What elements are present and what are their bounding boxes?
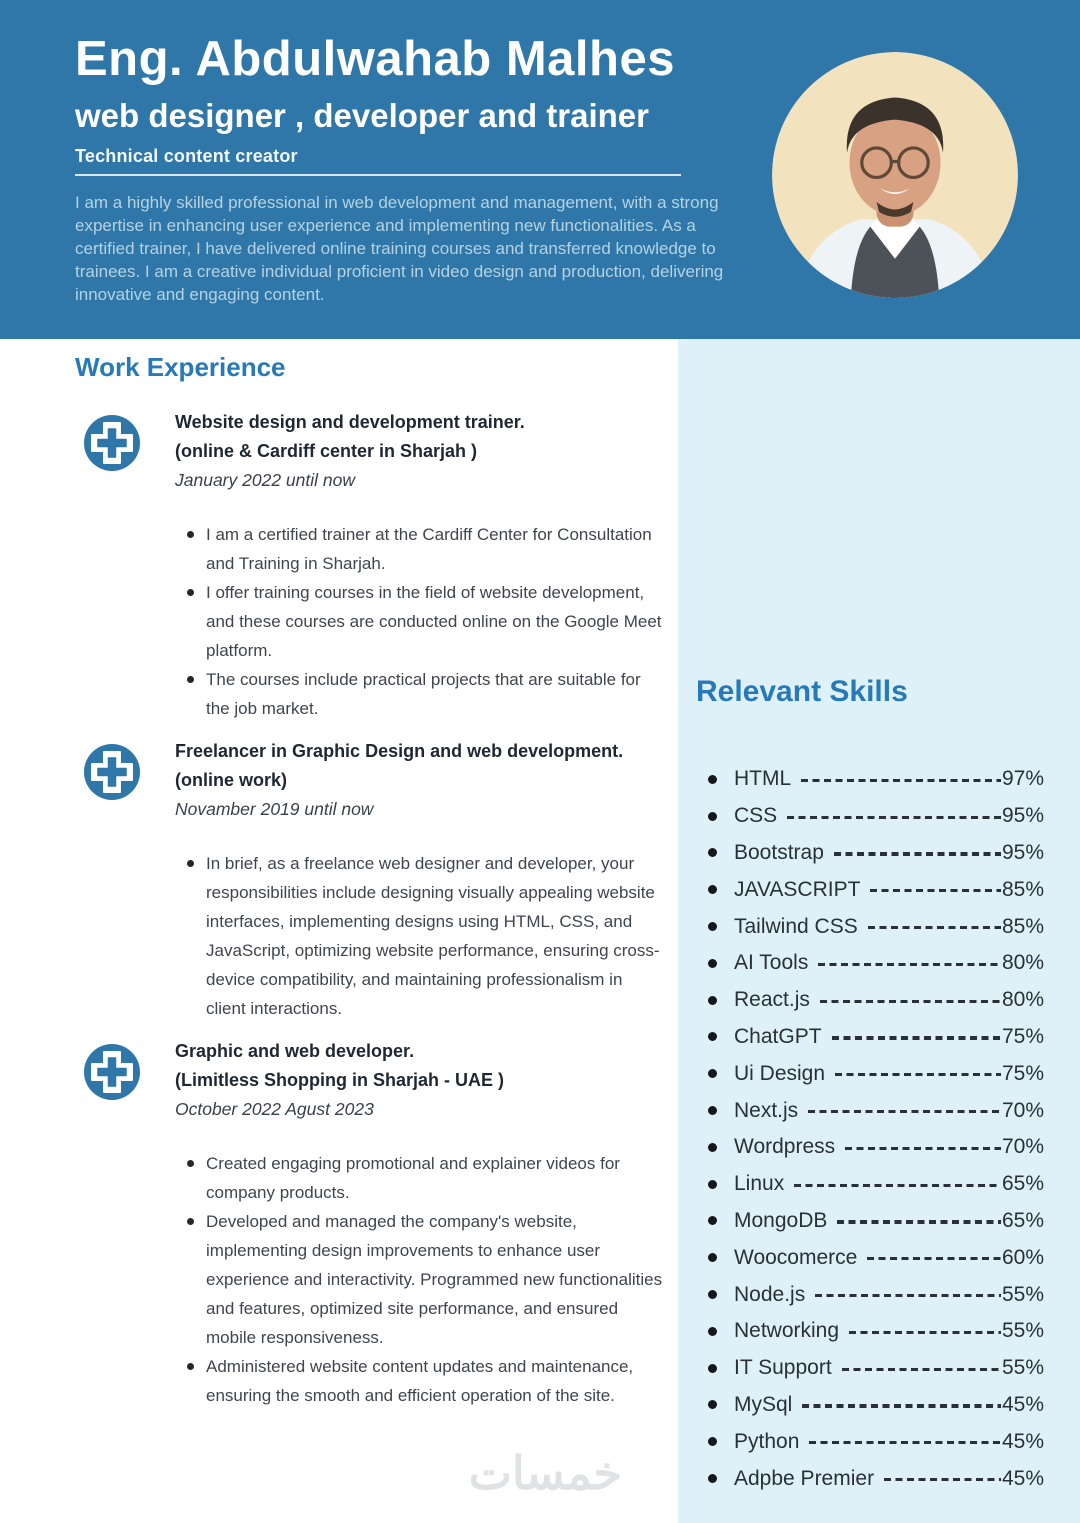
job-organization: (Limitless Shopping in Sharjah - UAE ) bbox=[175, 1070, 505, 1090]
skill-label: Python bbox=[734, 1429, 800, 1453]
bullet-dot-icon bbox=[708, 1474, 717, 1483]
skill-label: Node.js bbox=[734, 1282, 806, 1306]
dash-leader bbox=[867, 1257, 1001, 1260]
person-tagline: Technical content creator bbox=[75, 146, 298, 166]
skill-label: IT Support bbox=[734, 1356, 832, 1380]
skill-label: HTML bbox=[734, 767, 792, 791]
skill-label: MySql bbox=[734, 1392, 793, 1416]
plus-icon bbox=[83, 743, 141, 801]
work-experience-heading: Work Experience bbox=[75, 352, 286, 382]
skill-row bbox=[708, 1423, 1044, 1460]
plus-icon bbox=[83, 1043, 141, 1101]
skills-list bbox=[708, 761, 1044, 1497]
job-bullet: Administered website content updates and maintenance, ensuring the smooth and efficient operation of the site. bbox=[187, 1352, 663, 1410]
skill-row bbox=[708, 908, 1044, 945]
bullet-dot-icon bbox=[708, 922, 717, 931]
skill-percent: 85% bbox=[1001, 914, 1044, 938]
bullet-dot-icon bbox=[708, 1069, 717, 1078]
skills-panel bbox=[678, 339, 1080, 1523]
skill-label: Networking bbox=[734, 1319, 840, 1343]
skill-row bbox=[708, 798, 1044, 835]
skill-percent: 97% bbox=[1001, 767, 1044, 791]
skill-row bbox=[708, 1129, 1044, 1166]
job-bullet-list bbox=[187, 849, 663, 1023]
skill-percent: 45% bbox=[1001, 1392, 1044, 1416]
bullet-dot-icon bbox=[708, 996, 717, 1005]
job-dates: October 2022 Agust 2023 bbox=[175, 1099, 374, 1119]
dash-leader bbox=[818, 963, 1001, 966]
bullet-dot-icon bbox=[708, 1327, 717, 1336]
skill-row bbox=[708, 1387, 1044, 1424]
job-organization: (online & Cardiff center in Sharjah ) bbox=[175, 441, 478, 461]
skill-percent: 80% bbox=[1001, 951, 1044, 975]
job-bullet-list bbox=[187, 520, 663, 723]
skill-label: Wordpress bbox=[734, 1135, 836, 1159]
bullet-dot-icon bbox=[708, 959, 717, 968]
skill-row bbox=[708, 1019, 1044, 1056]
skill-label: Linux bbox=[734, 1172, 785, 1196]
bullet-dot-icon bbox=[708, 1437, 717, 1446]
bullet-dot-icon bbox=[708, 848, 717, 857]
skill-label: Next.js bbox=[734, 1098, 799, 1122]
dash-leader bbox=[835, 1073, 1001, 1076]
skill-row bbox=[708, 1460, 1044, 1497]
skill-percent: 80% bbox=[1001, 988, 1044, 1012]
skill-percent: 45% bbox=[1001, 1429, 1044, 1453]
skill-percent: 55% bbox=[1001, 1282, 1044, 1306]
job-entry bbox=[75, 1037, 663, 1410]
skill-row bbox=[708, 1276, 1044, 1313]
skill-label: Bootstrap bbox=[734, 840, 824, 864]
profile-photo bbox=[772, 52, 1018, 298]
skill-row bbox=[708, 945, 1044, 982]
skill-percent: 70% bbox=[1001, 1098, 1044, 1122]
skill-percent: 45% bbox=[1001, 1466, 1044, 1490]
dash-leader bbox=[870, 889, 1001, 892]
skill-label: Woocomerce bbox=[734, 1245, 858, 1269]
job-entry bbox=[75, 408, 663, 723]
job-entry bbox=[75, 737, 663, 1023]
skill-label: Ui Design bbox=[734, 1061, 826, 1085]
bullet-dot-icon bbox=[708, 885, 717, 894]
skill-label: Adpbe Premier bbox=[734, 1466, 875, 1490]
job-bullet: Created engaging promotional and explainer videos for company products. bbox=[187, 1149, 663, 1207]
skill-label: CSS bbox=[734, 804, 778, 828]
dash-leader bbox=[809, 1441, 1001, 1444]
skill-label: AI Tools bbox=[734, 951, 809, 975]
bullet-dot-icon bbox=[708, 1290, 717, 1299]
skill-percent: 75% bbox=[1001, 1061, 1044, 1085]
skill-percent: 55% bbox=[1001, 1319, 1044, 1343]
skill-percent: 70% bbox=[1001, 1135, 1044, 1159]
bullet-dot-icon bbox=[708, 775, 717, 784]
header-banner bbox=[0, 0, 1080, 339]
dash-leader bbox=[837, 1220, 1001, 1223]
dash-leader bbox=[845, 1147, 1001, 1150]
skill-label: ChatGPT bbox=[734, 1024, 822, 1048]
dash-leader bbox=[801, 779, 1001, 782]
skill-row bbox=[708, 1313, 1044, 1350]
skill-percent: 65% bbox=[1001, 1172, 1044, 1196]
work-experience-section bbox=[75, 352, 663, 1424]
job-organization: (online work) bbox=[175, 770, 287, 790]
header-text-block bbox=[75, 30, 765, 306]
dash-leader bbox=[842, 1368, 1001, 1371]
dash-leader bbox=[794, 1184, 1001, 1187]
dash-leader bbox=[802, 1404, 1001, 1407]
skill-percent: 95% bbox=[1001, 840, 1044, 864]
skill-label: JAVASCRIPT bbox=[734, 877, 861, 901]
skill-percent: 85% bbox=[1001, 877, 1044, 901]
person-name: Eng. Abdulwahab Malhes bbox=[75, 32, 675, 86]
skill-percent: 60% bbox=[1001, 1245, 1044, 1269]
bullet-dot-icon bbox=[708, 1364, 717, 1373]
bullet-dot-icon bbox=[708, 1180, 717, 1189]
header-divider bbox=[75, 174, 681, 176]
skill-label: Tailwind CSS bbox=[734, 914, 858, 938]
person-role: web designer , developer and trainer bbox=[75, 97, 650, 134]
skill-percent: 95% bbox=[1001, 804, 1044, 828]
dash-leader bbox=[868, 926, 1001, 929]
dash-leader bbox=[808, 1110, 1001, 1113]
skill-row bbox=[708, 1166, 1044, 1203]
skill-row bbox=[708, 761, 1044, 798]
dash-leader bbox=[849, 1331, 1001, 1334]
bullet-dot-icon bbox=[708, 1216, 717, 1225]
bullet-dot-icon bbox=[708, 812, 717, 821]
job-bullet: Developed and managed the company's website, implementing design improvements to enhance user experience and interactivity. Programmed new functionalities and features, optimized site performance, and ensured mobile responsiveness. bbox=[187, 1207, 663, 1352]
skill-row bbox=[708, 1055, 1044, 1092]
skill-row bbox=[708, 982, 1044, 1019]
bullet-dot-icon bbox=[708, 1106, 717, 1115]
skill-row bbox=[708, 1239, 1044, 1276]
bullet-dot-icon bbox=[708, 1400, 717, 1409]
job-title: Website design and development trainer. bbox=[175, 412, 525, 432]
job-header bbox=[175, 408, 663, 495]
job-header bbox=[175, 1037, 663, 1124]
profile-photo-illustration bbox=[772, 52, 1018, 298]
skill-row bbox=[708, 1203, 1044, 1240]
bullet-dot-icon bbox=[708, 1143, 717, 1152]
dash-leader bbox=[834, 852, 1001, 855]
bullet-dot-icon bbox=[708, 1032, 717, 1041]
job-title: Graphic and web developer. bbox=[175, 1041, 415, 1061]
dash-leader bbox=[787, 816, 1001, 819]
skill-percent: 65% bbox=[1001, 1208, 1044, 1232]
dash-leader bbox=[832, 1036, 1001, 1039]
job-title: Freelancer in Graphic Design and web development. bbox=[175, 741, 624, 761]
skill-percent: 55% bbox=[1001, 1356, 1044, 1380]
skill-percent: 75% bbox=[1001, 1024, 1044, 1048]
skills-heading: Relevant Skills bbox=[696, 675, 908, 708]
khamsat-watermark: خمسات bbox=[468, 1447, 622, 1499]
plus-icon bbox=[83, 414, 141, 472]
skill-row bbox=[708, 1350, 1044, 1387]
dash-leader bbox=[815, 1294, 1001, 1297]
bullet-dot-icon bbox=[708, 1253, 717, 1262]
skill-label: MongoDB bbox=[734, 1208, 828, 1232]
skill-row bbox=[708, 871, 1044, 908]
job-bullet: The courses include practical projects that are suitable for the job market. bbox=[187, 665, 663, 723]
job-header bbox=[175, 737, 663, 824]
dash-leader bbox=[820, 1000, 1001, 1003]
profile-summary: I am a highly skilled professional in web development and management, with a strong expertise in enhancing user experience and implementing new functionalities. As a certified trainer, I have delivered online training courses and transferred knowledge to trainees. I am a creative individual proficient in video design and production, delivering innovative and engaging content. bbox=[75, 193, 724, 304]
skill-row bbox=[708, 1092, 1044, 1129]
job-bullet-list bbox=[187, 1149, 663, 1410]
job-dates: Novamber 2019 until now bbox=[175, 799, 374, 819]
skill-label: React.js bbox=[734, 988, 810, 1012]
skill-row bbox=[708, 835, 1044, 872]
job-bullet: I am a certified trainer at the Cardiff Center for Consultation and Training in Sharjah. bbox=[187, 520, 663, 578]
job-bullet: In brief, as a freelance web designer and developer, your responsibilities include designing visually appealing website interfaces, implementing designs using HTML, CSS, and JavaScript, optimizing website performance, ensuring cross-device compatibility, and maintaining professionalism in client interactions. bbox=[187, 849, 663, 1023]
job-bullet: I offer training courses in the field of website development, and these courses are conducted online on the Google Meet platform. bbox=[187, 578, 663, 665]
job-dates: January 2022 until now bbox=[175, 470, 355, 490]
dash-leader bbox=[884, 1478, 1001, 1481]
